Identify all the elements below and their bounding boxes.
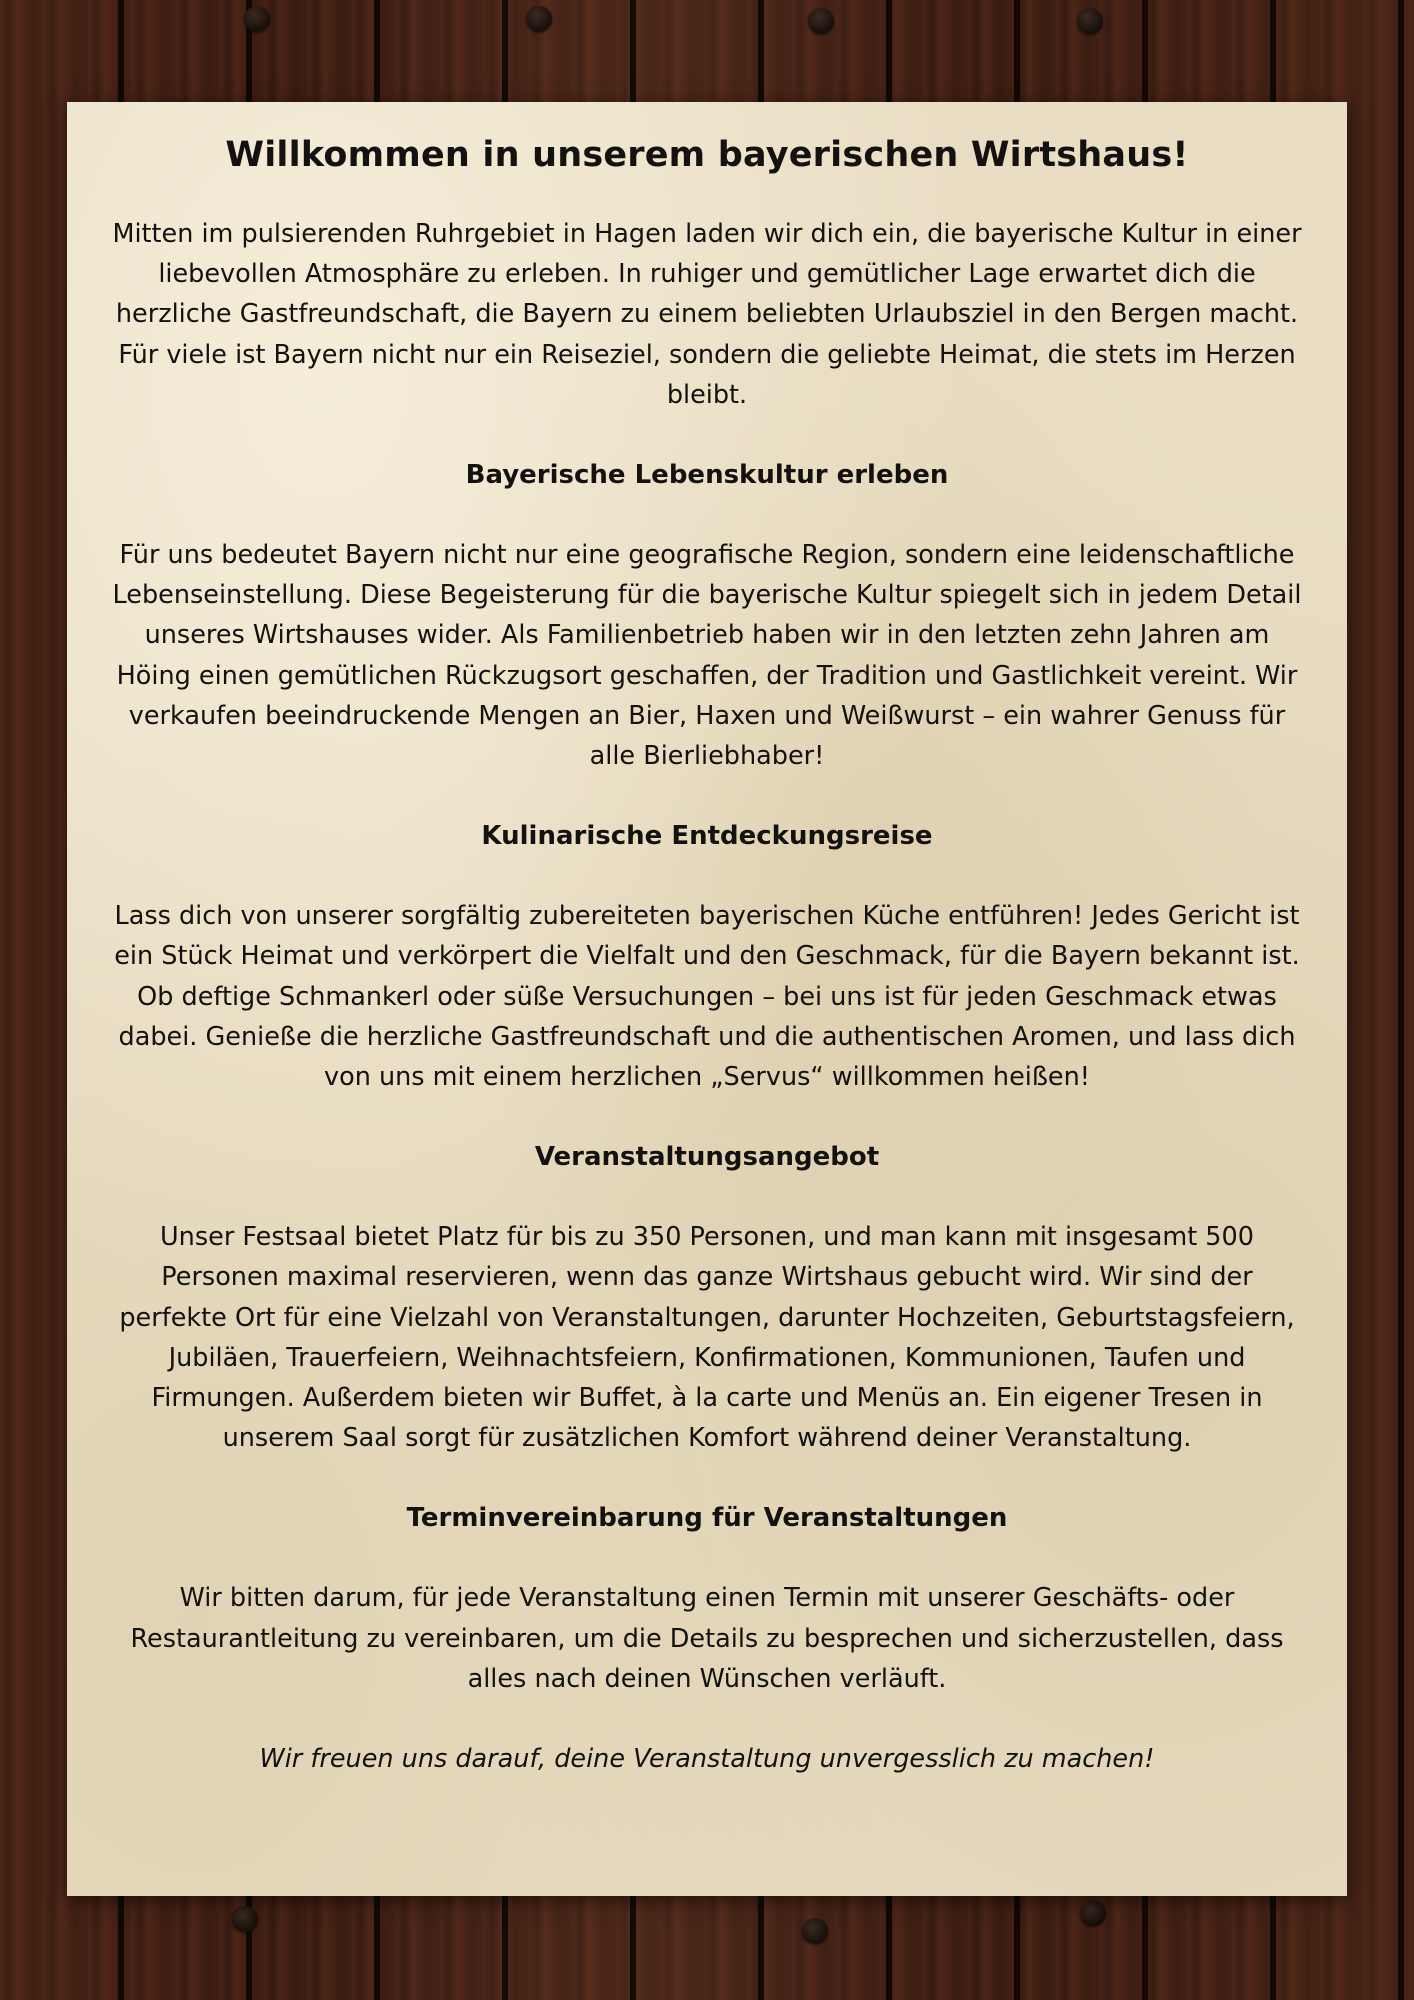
section-heading-kulinarisch: Kulinarische Entdeckungsreise (481, 821, 933, 852)
closing-line: Wir freuen uns darauf, deine Veranstaltung unvergesslich zu machen! (259, 1744, 1155, 1775)
nail (1080, 1900, 1106, 1926)
section-text-kulinarisch: Lass dich von unserer sorgfältig zubereiteten bayerischen Küche entführen! Jedes Gericht ist ein Stück Heimat und verkörpert die Vielfalt und den Geschmack, für die Bayern bekannt ist. Ob deftige Schmankerl oder süße Versuchungen – bei uns ist für jeden Geschmack etwas dabei. Genieße die herzliche Gastfreundschaft und die authentischen Aromen, und lass dich von uns mit einem herzlichen „Servus“ willkommen heißen! (114, 901, 1300, 1093)
intro-paragraph: Mitten im pulsierenden Ruhrgebiet in Hagen laden wir dich ein, die bayerische Kultur in einer liebevollen Atmosphäre zu erleben. In ruhiger und gemütlicher Lage erwartet dich die herzliche Gastfreundschaft, die Bayern zu einem beliebten Urlaubsziel in den Bergen macht. Für viele ist Bayern nicht nur ein Reiseziel, sondern die geliebte Heimat, die stets im Herzen bleibt. (112, 219, 1302, 410)
paper-sheet (67, 102, 1347, 1896)
section-text-lebenskultur: Für uns bedeutet Bayern nicht nur eine geografische Region, sondern eine leidenschaftliche Lebenseinstellung. Diese Begeisterung für die bayerische Kultur spiegelt sich in jedem Detail unseres Wirtshauses wider. Als Familienbetrieb haben wir in den letzten zehn Jahren am Höing einen gemütlichen Rückzugsort geschaffen, der Tradition und Gastlichkeit vereint. Wir verkaufen beeindruckende Mengen an Bier, Haxen und Weißwurst – ein wahrer Genuss für alle Bierliebhaber! (112, 540, 1302, 772)
section-heading-lebenskultur: Bayerische Lebenskultur erleben (465, 460, 949, 491)
nail (526, 6, 552, 32)
section-text-veranstaltungsangebot: Unser Festsaal bietet Platz für bis zu 350 Personen, und man kann mit insgesamt 500 Personen maximal reservieren, wenn das ganze Wirtshaus gebucht wird. Wir sind der perfekte Ort für eine Vielzahl von Veranstaltungen, darunter Hochzeiten, Geburtstagsfeiern, Jubiläen, Trauerfeiern, Weihnachtsfeiern, Konfirmationen, Kommunionen, Taufen und Firmungen. Außerdem bieten wir Buffet, à la carte und Menüs an. Ein eigener Tresen in unserem Saal sorgt für zusätzlichen Komfort während deiner Veranstaltung. (119, 1222, 1295, 1454)
nail (808, 8, 834, 34)
nail (232, 1906, 258, 1932)
page-title: Willkommen in unserem bayerischen Wirtshaus! (225, 135, 1189, 175)
section-heading-veranstaltungsangebot: Veranstaltungsangebot (534, 1142, 880, 1173)
nail (1077, 8, 1103, 34)
section-heading-terminvereinbarung: Terminvereinbarung für Veranstaltungen (406, 1503, 1008, 1534)
section-text-terminvereinbarung: Wir bitten darum, für jede Veranstaltung einen Termin mit unserer Geschäfts- oder Restaurantleitung zu vereinbaren, um die Details zu besprechen und sicherzustellen, dass alles nach deinen Wünschen verläuft. (130, 1583, 1284, 1694)
nail (802, 1918, 828, 1944)
nail (244, 6, 270, 32)
